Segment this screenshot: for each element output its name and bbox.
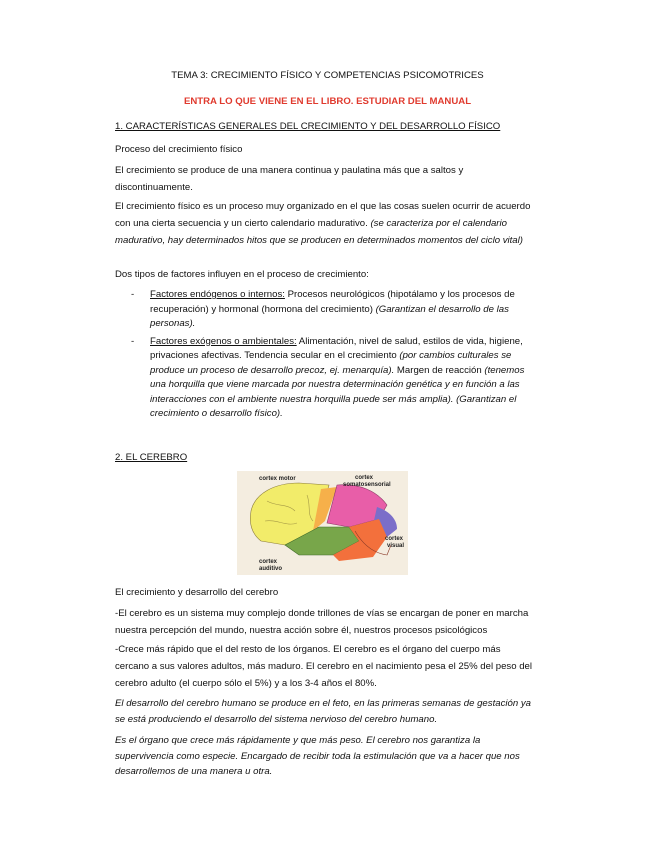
list-item-endogenous — [115, 288, 535, 332]
factor-list — [115, 288, 535, 425]
document-title: TEMA 3: CRECIMIENTO FÍSICO Y COMPETENCIAS PSICOMOTRICES — [171, 70, 484, 81]
section-1-subheading: Proceso del crecimiento físico — [115, 144, 243, 155]
paragraph-brain-complexity: -El cerebro es un sistema muy complejo donde trillones de vías se encargan de poner en marcha nuestra percepción del mundo, nuestra acción sobre él, nuestros procesos psicológicos — [115, 608, 529, 636]
bullet-text-2: Margen de reacción — [394, 364, 485, 376]
bullet-dash: - — [131, 335, 135, 347]
paragraph-survival: Es el órgano que crece más rápidamente y que más peso. El cerebro nos garantiza la supervivencia como especie. Encargado de recibir toda la estimulación que va a hacer que nos desarrollemos de una manera u otra. — [115, 735, 520, 777]
bullet-italic-2: (tenemos una horquilla que viene marcada por nuestra determinación genética y en función a las interacciones con el ambiente nuestra horquilla puede ser más amplia). (Garantizan el crecimiento o desarrollo físico). — [150, 364, 525, 419]
label-auditory-2: auditivo — [259, 566, 283, 572]
label-somatosensory-2: somatosensorial — [343, 482, 391, 488]
bullet-italic: (por cambios culturales se produce un proceso de desarrollo precoz, ej. menarquía). — [150, 350, 512, 376]
paragraph-organized-process — [115, 198, 535, 249]
bullet-dash: - — [131, 289, 135, 300]
paragraph-brain-growth: -Crece más rápido que el del resto de los órganos. El cerebro es el órgano del cuerpo más cercano a sus valores adultos, más maduro. El cerebro en el nacimiento pesa el 25% del peso del cerebro adulto (el cuerpo sólo el 5%) y a los 3-4 años el 80%. — [115, 644, 533, 689]
bullet-italic: (Garantizan el desarrollo de las personas). — [150, 303, 509, 329]
paragraph-factor-types: Dos tipos de factores influyen en el proceso de crecimiento: — [115, 269, 369, 280]
paragraph-fetal-development: El desarrollo del cerebro humano se produce en el feto, en las primeras semanas de gestación ya se está produciendo el desarrollo del sistema nervioso del cerebro humano. — [115, 698, 531, 725]
paragraph-italic-note: (se caracteriza por el calendario madurativo, hay determinados hitos que se producen en determinados momentos del ciclo vital) — [115, 218, 523, 246]
label-visual-1: cortex — [385, 536, 404, 542]
bullet-text: Alimentación, nivel de salud, estilos de vida, higiene, privaciones afectivas. Tendencia secular en el crecimiento — [150, 335, 523, 361]
brain-diagram — [237, 471, 408, 575]
list-item-exogenous — [115, 335, 535, 422]
bullet-term: Factores endógenos o internos: — [150, 289, 285, 300]
paragraph-text: El crecimiento físico es un proceso muy organizado en el que las cosas suelen ocurrir de acuerdo con una cierta secuencia y un cierto calendario madurativo. — [115, 201, 531, 229]
label-somatosensory-1: cortex — [355, 475, 374, 481]
label-auditory-1: cortex — [259, 559, 278, 565]
bullet-term: Factores exógenos o ambientales: — [150, 335, 297, 347]
section-2-heading: 2. EL CEREBRO — [115, 452, 188, 463]
bullet-text: Procesos neurológicos (hipotálamo y los procesos de recuperación) y hormonal (hormona del crecimiento) — [150, 289, 515, 315]
section-1-heading: 1. CARACTERÍSTICAS GENERALES DEL CRECIMIENTO Y DEL DESARROLLO FÍSICO — [115, 121, 501, 132]
section-2-subheading: El crecimiento y desarrollo del cerebro — [115, 587, 279, 598]
document-subtitle: ENTRA LO QUE VIENE EN EL LIBRO. ESTUDIAR DEL MANUAL — [183, 96, 472, 107]
label-motor-cortex: cortex motor — [259, 476, 296, 482]
label-visual-2: visual — [387, 543, 405, 549]
paragraph-continuous-growth: El crecimiento se produce de una manera continua y paulatina más que a saltos y discontinuamente. — [115, 165, 464, 193]
